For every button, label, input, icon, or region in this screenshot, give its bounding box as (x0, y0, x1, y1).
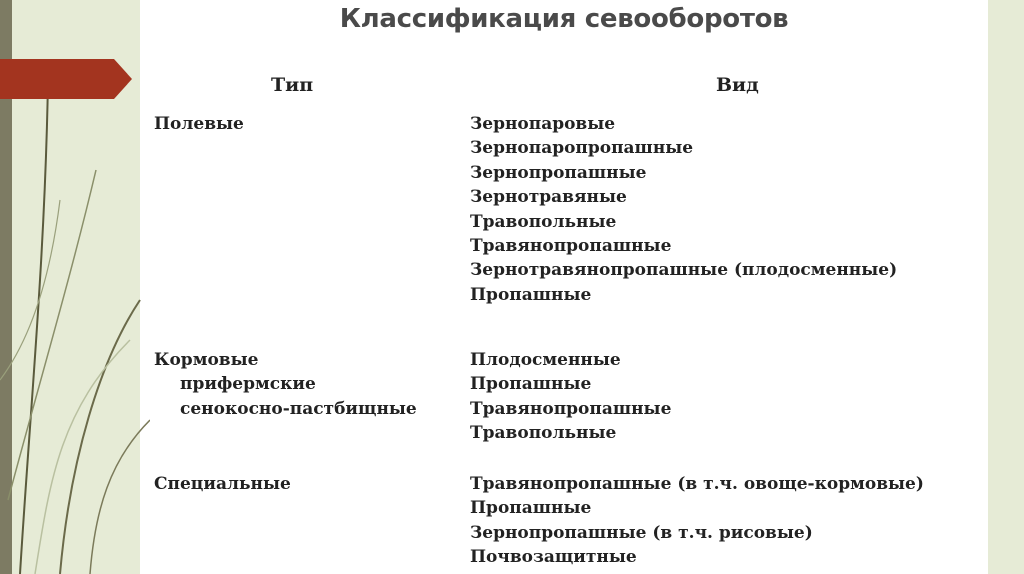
kind-item: Травопольные (470, 211, 617, 232)
kind-item: Зернопаропропашные (470, 138, 694, 159)
subtype-name: сенокосно-пастбищные (180, 398, 417, 419)
type-name: Кормовые (154, 350, 259, 370)
kind-item: Зернотравянопропашные (плодосменные) (470, 260, 898, 281)
kind-item: Зернопаровые (470, 114, 616, 134)
type-name: Специальные (154, 474, 291, 494)
kind-list (470, 112, 1000, 307)
kind-item: Пропашные (470, 284, 592, 305)
kind-item: Зернопропашные (470, 162, 647, 183)
kind-list (470, 472, 1000, 570)
type-cell (154, 348, 464, 421)
kind-item: Зернопропашные (в т.ч. рисовые) (470, 522, 813, 543)
type-name: Полевые (154, 114, 244, 134)
kind-item: Травянопропашные (в т.ч. овоще-кормовые) (470, 474, 924, 494)
red-arrow-tab (0, 59, 132, 99)
subtype-name: прифермские (180, 374, 316, 395)
slide-title: Классификация севооборотов (339, 4, 789, 34)
kind-item: Пропашные (470, 498, 592, 519)
type-cell (154, 472, 464, 496)
kind-item: Плодосменные (470, 350, 621, 370)
column-header-type: Тип (271, 74, 314, 96)
kind-item: Травянопропашные (470, 236, 672, 257)
kind-item: Травопольные (470, 423, 617, 444)
kind-item: Травянопропашные (470, 398, 672, 419)
grass-decoration (0, 80, 150, 574)
kind-list (470, 348, 1000, 446)
kind-item: Почвозащитные (470, 547, 637, 568)
type-cell (154, 112, 464, 136)
kind-item: Пропашные (470, 374, 592, 395)
kind-item: Зернотравяные (470, 187, 627, 208)
column-header-kind: Вид (716, 74, 759, 96)
